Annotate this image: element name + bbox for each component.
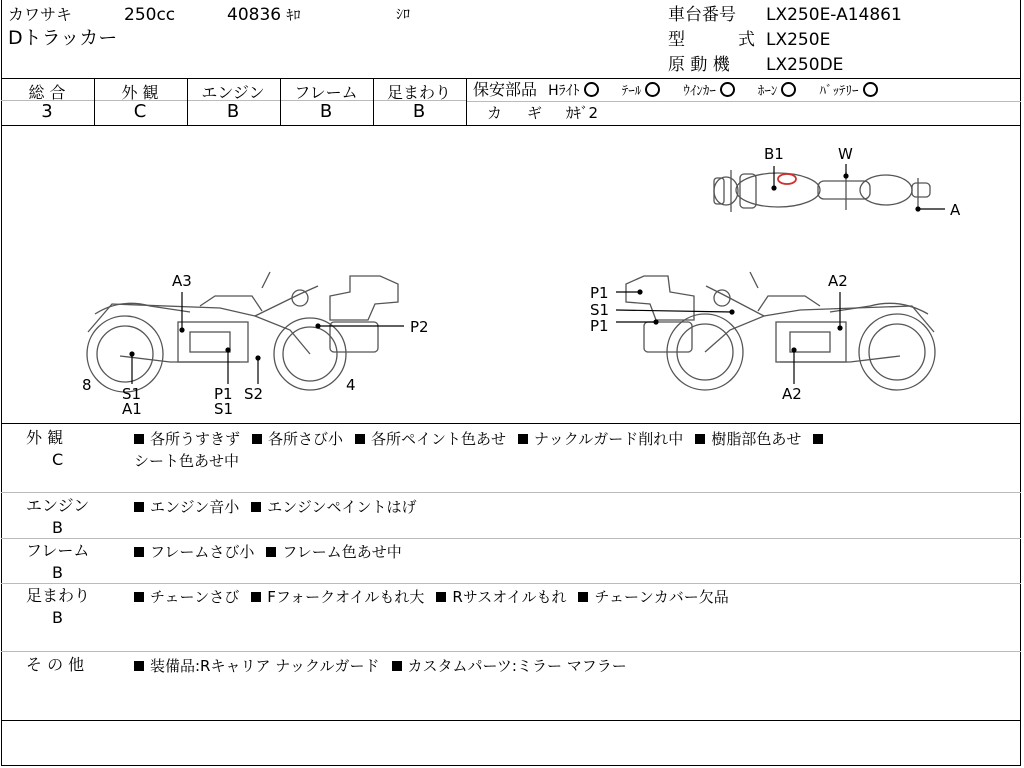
ok-circle-icon <box>863 82 878 97</box>
mark-a3: A3 <box>172 272 192 290</box>
remark-items-exterior <box>134 428 1004 472</box>
remark-items-frame <box>134 541 1004 563</box>
grade-frame-label: フレーム <box>294 83 358 102</box>
safety-tail: ﾃｰﾙ <box>622 84 661 99</box>
grade-suspension-label: 足まわり <box>386 83 451 102</box>
type-label-2: 式 <box>738 30 755 50</box>
safety-headlight: Hﾗｲﾄ <box>548 83 599 99</box>
remark-item: ナックルガード削れ中 <box>518 430 683 448</box>
remark-item: フレーム色あせ中 <box>266 543 401 561</box>
mark-a: A <box>950 201 961 219</box>
ok-circle-icon <box>584 82 599 97</box>
remark-item: シート色あせ中 <box>134 452 240 470</box>
remark-item: 各所さび小 <box>252 430 343 448</box>
safety-horn: ﾎｰﾝ <box>758 84 797 99</box>
body-color: ｼﾛ <box>396 7 410 23</box>
mark-p1-left: P1 <box>214 385 233 403</box>
maker: カワサキ <box>8 5 73 24</box>
bike-right-side <box>626 272 935 390</box>
grade-suspension-value: B <box>412 101 426 122</box>
remark-items-suspension <box>134 586 1004 608</box>
engine-label: 原 動 機 <box>668 55 730 75</box>
grade-engine-label: エンジン <box>201 83 265 102</box>
mark-a1: A1 <box>122 400 142 418</box>
ok-circle-icon <box>645 82 660 97</box>
remark-cat-exterior: 外 観 <box>26 428 64 447</box>
remark-items-other <box>134 655 1004 677</box>
safety-battery: ﾊﾞｯﾃﾘｰ <box>820 84 878 99</box>
remark-grade-suspension: B <box>52 608 63 627</box>
grade-overall-value: 3 <box>41 101 53 122</box>
remark-item: Rサスオイルもれ <box>436 588 566 606</box>
bike-top-view <box>714 170 930 212</box>
remark-item: フレームさび小 <box>134 543 254 561</box>
key-label-1: カ <box>487 104 503 122</box>
remarks-rule <box>1 538 1021 539</box>
grade-divider <box>466 78 467 125</box>
grade-engine-value: B <box>226 101 240 122</box>
remarks-rule <box>1 492 1021 493</box>
mark-p1-top: P1 <box>590 284 609 302</box>
ok-circle-icon <box>781 82 796 97</box>
remark-cat-frame: フレーム <box>26 541 90 560</box>
mark-8: 8 <box>82 376 92 394</box>
remark-items-engine <box>134 496 1004 518</box>
remark-item: カスタムパーツ:ミラー マフラー <box>392 657 627 675</box>
ok-circle-icon <box>720 82 735 97</box>
mark-p2: P2 <box>410 318 429 336</box>
remark-cat-suspension: 足まわり <box>26 586 91 605</box>
key-value: ｶｷﾞ2 <box>566 104 599 122</box>
frame-no: LX250E-A14861 <box>766 5 902 25</box>
mark-a2-top: A2 <box>828 272 848 290</box>
remark-item <box>813 430 829 448</box>
type-value: LX250E <box>766 30 831 50</box>
remark-item: エンジンペイントはげ <box>251 498 416 516</box>
remark-item: 樹脂部色あせ <box>695 430 801 448</box>
remark-item: 各所うすきず <box>134 430 240 448</box>
mark-a2-bottom: A2 <box>782 385 802 403</box>
mileage: 40836 ｷﾛ <box>227 5 301 25</box>
mark-b1: B1 <box>764 145 784 163</box>
remark-item: チェーンカバー欠品 <box>578 588 728 606</box>
remark-item: Fフォークオイルもれ大 <box>251 588 424 606</box>
engine-value: LX250DE <box>766 55 844 75</box>
displacement: 250cc <box>124 5 176 25</box>
safety-winker: ｳｲﾝｶｰ <box>683 84 735 99</box>
remark-cat-engine: エンジン <box>26 496 90 515</box>
safety-parts <box>473 80 878 102</box>
remarks-rule <box>1 583 1021 584</box>
mark-s2: S2 <box>244 385 264 403</box>
grade-overall-label: 総 合 <box>28 83 66 102</box>
remark-cat-other: そ の 他 <box>26 655 85 674</box>
remark-grade-exterior: C <box>52 450 64 469</box>
remarks-rule <box>1 651 1021 652</box>
remarks-top-rule <box>1 423 1021 424</box>
bike-left-side <box>87 272 398 392</box>
grade-frame-value: B <box>319 101 333 122</box>
remark-item: 各所ペイント色あせ <box>355 430 506 448</box>
damage-mark-b1 <box>778 174 796 184</box>
grade-exterior-value: C <box>133 101 147 122</box>
grades-top-rule <box>1 78 1021 79</box>
mark-s1-bottom: S1 <box>214 400 234 418</box>
safety-label: 保安部品 <box>473 80 538 99</box>
mark-s1-left: S1 <box>122 385 142 403</box>
remarks-bottom-rule <box>1 720 1021 721</box>
remark-item: チェーンさび <box>134 588 239 606</box>
model-name: Dトラッカー <box>8 27 118 49</box>
remark-item: エンジン音小 <box>134 498 239 516</box>
type-label-1: 型 <box>668 30 685 50</box>
mark-p1-mid: P1 <box>590 317 609 335</box>
remark-item: 装備品:Rキャリア ナックルガード <box>134 657 380 675</box>
damage-diagram <box>0 126 1024 422</box>
remark-grade-engine: B <box>52 518 63 537</box>
key-label-2: ギ <box>527 104 543 122</box>
remark-grade-frame: B <box>52 563 63 582</box>
mark-w: W <box>838 145 853 163</box>
frame-no-label: 車台番号 <box>668 5 736 25</box>
mark-4: 4 <box>346 376 356 394</box>
mark-s1-mid: S1 <box>590 301 610 319</box>
grade-exterior-label: 外 観 <box>121 83 159 102</box>
